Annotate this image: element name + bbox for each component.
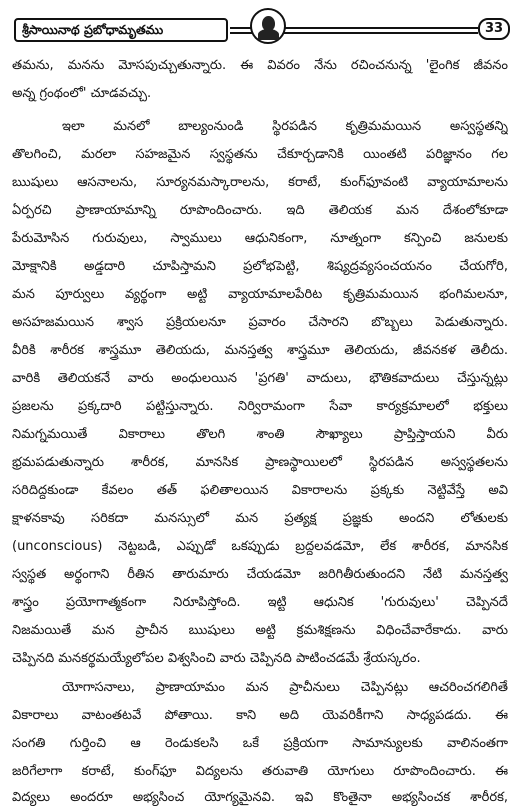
text-line: సంగతి గుర్తించి ఆ రెండుకలసి ఒకే ప్రక్రియగా సామాన్యులకు వాలినంతగా [12, 736, 508, 751]
text-line: తమను, మనను మోసపుచ్చుతున్నారు. ఈ వివరం నేను రచించనున్న 'లైంగిక జీవనం [12, 58, 508, 73]
text-line: (unconscious) నెట్టబడి, ఎప్పుడో ఒకప్పుడు బ్రద్దలవడమో, లేక శారీరక, మానసిక [12, 539, 508, 554]
text-line: వీరికి శారీరక శాస్త్రమూ తెలియదు, మనస్తత్వ శాస్త్రమూ తెలియదు, జీవనకళ తెలీదు. [12, 343, 508, 358]
book-title: శ్రీసాయినాథ ప్రబోధామృతము [14, 18, 228, 42]
page-number: 33 [478, 18, 510, 40]
text-line: మోక్షానికి అడ్డదారి చూపిస్తామని ప్రలోభపెట్టి, శిష్యద్రవ్యసంచయనం చేయగోరి, [12, 259, 508, 274]
text-line: ఋషులు ఆసనాలను, సూర్యనమస్కారాలను, కరాటే, కుంగ్‌ఫూవంటి వ్యాయామాలను [12, 175, 508, 190]
text-line: తొలగించి, మరలా సహజమైన స్వస్థతను చేకూర్చడానికి యింతటి పరిజ్ఞానం గల [12, 147, 508, 162]
text-line: నిమగ్నమయితే వికారాలు తొలగి శాంతి సౌఖ్యాలు ప్రాప్తిస్తాయని వీరు [12, 427, 508, 442]
text-line: నిజమయితే మన ప్రాచీన ఋషులు అట్టి క్రమశిక్షణను విధించేవారేకాదు. వారు [12, 623, 508, 638]
text-line: అసహజమయిన శ్వాస ప్రక్రియలనూ ప్రవారం చేసారని బొబ్బలు పెడుతున్నారు. [12, 315, 508, 330]
text-line: ఇలా మనలో బాల్యంనుండి స్థిరపడిన కృత్రిమమయిన అస్వస్థతన్ని [62, 119, 508, 134]
text-line: పేరుమోసిన గురువులు, స్వాములు ఆధునికంగా, నూత్నంగా కన్పించి జనులకు [12, 231, 508, 246]
page-header [8, 6, 512, 48]
text-line: ఏర్పరచి ప్రాణాయామాన్ని రూపొందించారు. ఇది తెలియక మన దేశంలోకూడా [12, 203, 508, 218]
text-line: జరిగేలాగా కరాటే, కుంగ్‌ఫూ విద్యలను తరువాతి యోగులు రూపొందించారు. ఈ [12, 764, 508, 779]
text-line: అన్న గ్రంథంలో' చూడవచ్చు. [12, 86, 152, 101]
saint-portrait-icon [250, 8, 286, 44]
portrait-body [258, 29, 279, 40]
text-line: స్వస్థత అర్థంగాని రీతిన తారుమారు చేయడమో జరిగితీరుతుందని నేటి మనస్తత్వ [12, 567, 508, 582]
text-line: వారికి తెలియకనే వారు అంధులయిన 'ప్రగతి' వాదులు, భౌతికవాదులు చేస్తున్నట్లు [12, 371, 508, 386]
text-line: మన పూర్వులు వ్యర్థంగా అట్టి వ్యాయామాలపేరిట కృత్రిమమయిన భంగిమలనూ, [12, 287, 508, 302]
text-line: క్షాళనకావు సరికదా మనస్సులో మన ప్రత్యక్ష ప్రజ్ఞకు అందని లోతులకు [12, 511, 508, 526]
text-line: వికారాలు వాటంతటవే పోతాయి. కాని అది యెవరికీగాని సాధ్యపడదు. ఈ [12, 708, 508, 723]
text-line: ప్రజలను ప్రక్కదారి పట్టిస్తున్నారు. నిర్విరామంగా సేవా కార్యక్రమాలలో భక్తులు [12, 399, 508, 414]
text-line: భ్రమపడుతున్నారు శారీరక, మానసిక ప్రాణస్థాయిలలో స్థిరపడిన అస్వస్థతలను [12, 455, 508, 470]
text-line: సరిదిద్దకుండా కేవలం తత్ ఫలితాలయిన వికారాలను ప్రక్కకు నెట్టివేస్తే అవి [12, 483, 508, 498]
text-line: చెప్పినది మనకర్థమయ్యేలోపల విశ్వసించి వారు చెప్పినది పాటించడమే శ్రేయస్కరం. [12, 651, 421, 666]
text-line: విద్యలు అందరూ అభ్యసించ యోగ్యమైనవి. ఇవి కొంతైనా అభ్యసించక శారీరక, [12, 790, 508, 805]
text-line: శాస్త్రం ప్రయోగాత్మకంగా నిరూపిస్తోంది. ఇట్టి ఆధునిక 'గురువులు' చెప్పినదే [12, 595, 508, 610]
text-line: యోగాసనాలు, ప్రాణాయామం మన ప్రాచీనులు చెప్పినట్లు ఆచరించగలిగితే [62, 680, 508, 695]
